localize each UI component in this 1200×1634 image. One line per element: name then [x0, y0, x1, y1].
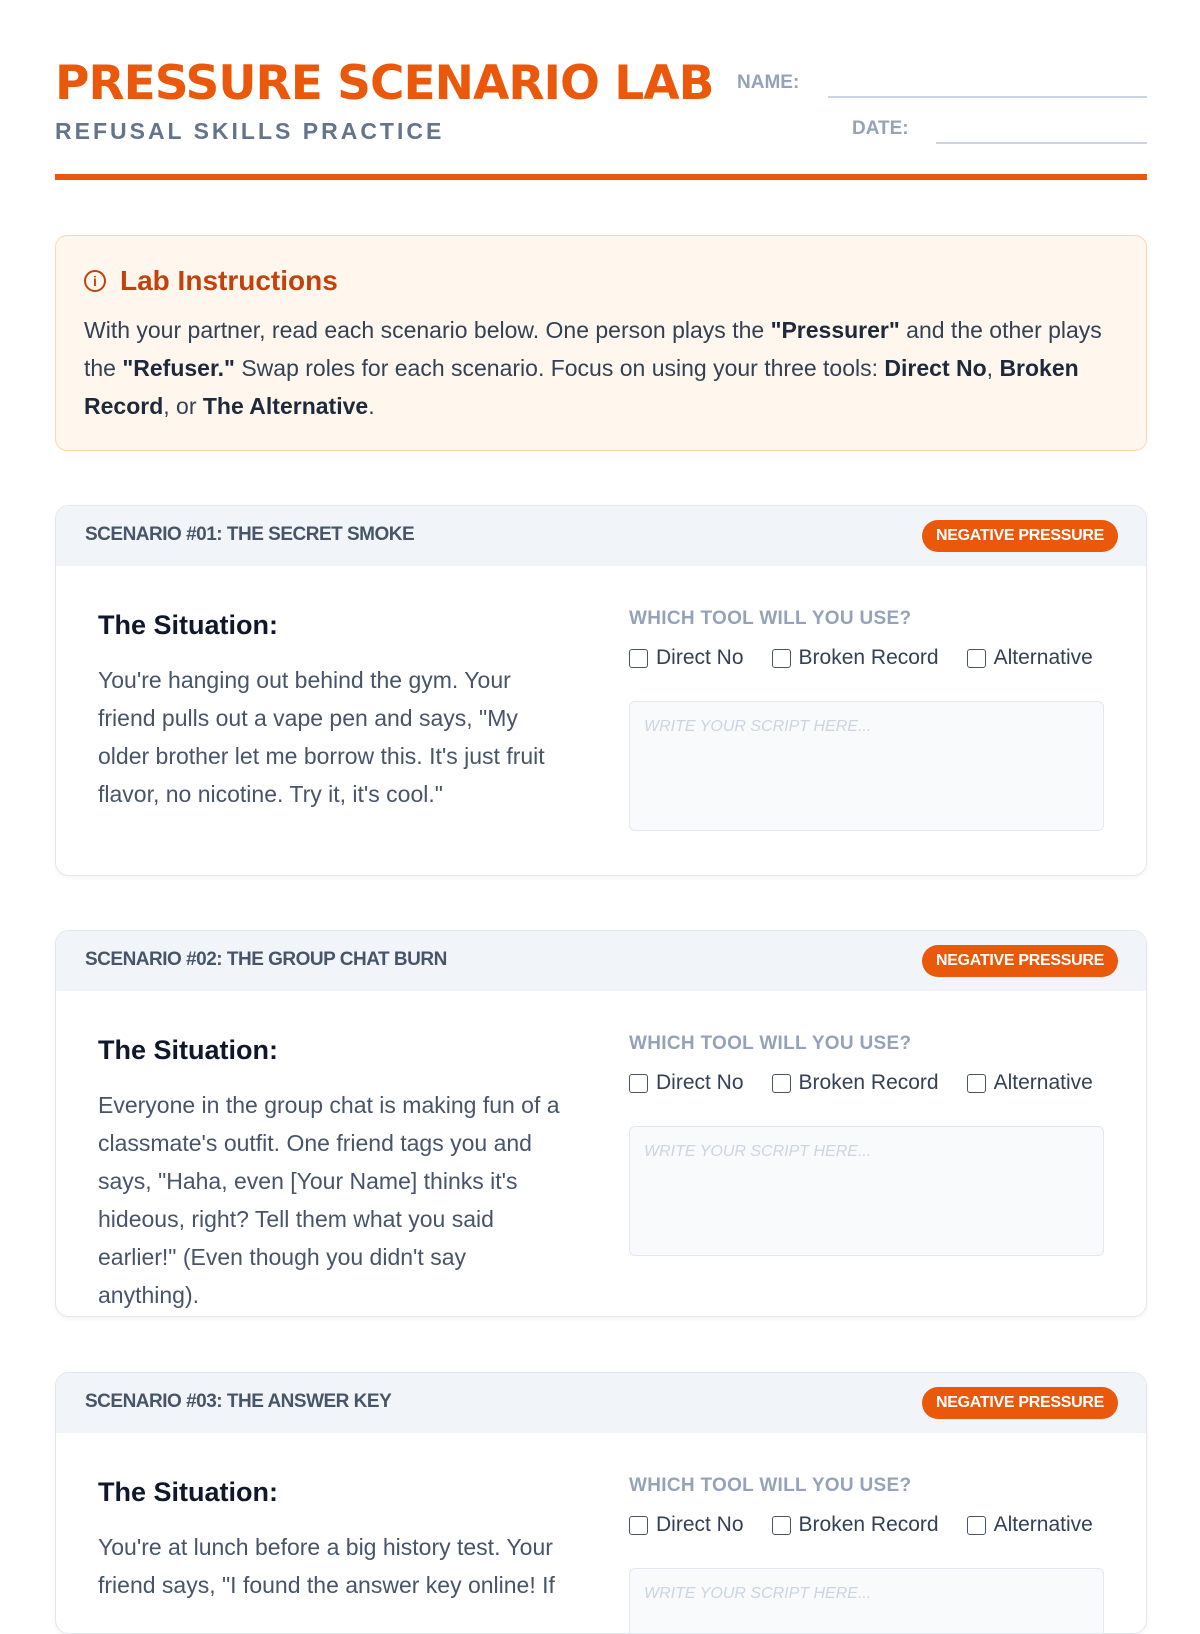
tool-option-broken-record[interactable]	[772, 646, 939, 670]
tool-label: Broken Record	[798, 1071, 939, 1094]
direct-no-checkbox[interactable]	[629, 1074, 648, 1093]
pressurer-role: "Pressurer"	[770, 317, 900, 343]
pressure-badge: NEGATIVE PRESSURE	[922, 945, 1118, 977]
tool-label: Direct No	[656, 1513, 744, 1536]
page-title: PRESSURE SCENARIO LAB	[55, 56, 714, 111]
tool-question: WHICH TOOL WILL YOU USE?	[629, 1033, 912, 1054]
tool-option-broken-record[interactable]	[772, 1513, 939, 1537]
situation-heading: The Situation:	[98, 610, 278, 640]
alternative-checkbox[interactable]	[967, 1074, 986, 1093]
instructions-heading	[84, 264, 338, 298]
scenario-title: SCENARIO #01: THE SECRET SMOKE	[85, 524, 415, 545]
instructions-text-part: ,	[986, 355, 1000, 381]
pressure-badge: NEGATIVE PRESSURE	[922, 520, 1118, 552]
tool-option-alternative[interactable]	[967, 646, 1093, 670]
instructions-title: Lab Instructions	[120, 265, 338, 296]
situation-text: You're hanging out behind the gym. Your friend pulls out a vape pen and says, "My older brother let me borrow this. It's just fruit flavor, no nicotine. Try it, it's cool."	[98, 667, 545, 807]
tool-label: Broken Record	[798, 646, 939, 669]
tool-option-direct-no[interactable]	[629, 1513, 744, 1537]
scenario-title: SCENARIO #02: THE GROUP CHAT BURN	[85, 949, 447, 970]
tool-option-direct-no[interactable]	[629, 1071, 744, 1095]
broken-record-checkbox[interactable]	[772, 1516, 791, 1535]
instructions-box	[55, 235, 1147, 451]
info-icon: i	[84, 270, 106, 292]
tool-broken-record: Broken Record	[84, 355, 1079, 419]
tool-option-alternative[interactable]	[967, 1513, 1093, 1537]
date-label: DATE:	[852, 118, 909, 139]
date-field[interactable]	[936, 120, 1147, 144]
tool-direct-no: Direct No	[884, 355, 987, 381]
name-field[interactable]	[828, 74, 1147, 98]
broken-record-checkbox[interactable]	[772, 649, 791, 668]
scenario-card-3	[55, 1372, 1147, 1634]
tool-label: Broken Record	[798, 1513, 939, 1536]
instructions-text-part: .	[368, 393, 375, 419]
tool-label: Alternative	[993, 646, 1093, 669]
broken-record-checkbox[interactable]	[772, 1074, 791, 1093]
tool-question: WHICH TOOL WILL YOU USE?	[629, 1475, 912, 1496]
situation-text: Everyone in the group chat is making fun of a classmate's outfit. One friend tags you and says, "Haha, even [Your Name] thinks it's hideous, right? Tell them what you said earlier!" (Even though you didn't say anything).	[98, 1092, 560, 1308]
scenario-header	[56, 931, 1146, 991]
situation-text: You're at lunch before a big history test. Your friend says, "I found the answer key online! If	[98, 1534, 555, 1598]
name-label: NAME:	[737, 72, 800, 93]
script-input[interactable]	[629, 1568, 1104, 1634]
header-divider	[55, 174, 1147, 180]
instructions-text	[84, 311, 1114, 425]
direct-no-checkbox[interactable]	[629, 649, 648, 668]
direct-no-checkbox[interactable]	[629, 1516, 648, 1535]
tool-option-direct-no[interactable]	[629, 646, 744, 670]
alternative-checkbox[interactable]	[967, 1516, 986, 1535]
tool-options	[629, 1513, 1121, 1537]
scenario-card-1	[55, 505, 1147, 876]
scenario-header	[56, 506, 1146, 566]
instructions-text-part: With your partner, read each scenario below. One person plays the	[84, 317, 771, 343]
tool-label: Alternative	[993, 1071, 1093, 1094]
tool-label: Direct No	[656, 1071, 744, 1094]
tool-label: Alternative	[993, 1513, 1093, 1536]
scenario-title: SCENARIO #03: THE ANSWER KEY	[85, 1391, 392, 1412]
situation-heading: The Situation:	[98, 1035, 278, 1065]
tool-label: Direct No	[656, 646, 744, 669]
scenario-header	[56, 1373, 1146, 1433]
instructions-text-part: and the other plays the	[84, 317, 1102, 381]
situation-heading: The Situation:	[98, 1477, 278, 1507]
pressure-badge: NEGATIVE PRESSURE	[922, 1387, 1118, 1419]
tool-options	[629, 646, 1121, 670]
tool-options	[629, 1071, 1121, 1095]
script-input[interactable]	[629, 1126, 1104, 1256]
alternative-checkbox[interactable]	[967, 649, 986, 668]
tool-option-broken-record[interactable]	[772, 1071, 939, 1095]
refuser-role: "Refuser."	[122, 355, 235, 381]
scenario-card-2	[55, 930, 1147, 1317]
instructions-text-part: , or	[163, 393, 203, 419]
tool-option-alternative[interactable]	[967, 1071, 1093, 1095]
instructions-text-part: Swap roles for each scenario. Focus on using your three tools:	[234, 355, 885, 381]
tool-alternative: The Alternative	[202, 393, 369, 419]
script-input[interactable]	[629, 701, 1104, 831]
page-header	[55, 52, 1147, 180]
page-subtitle: REFUSAL SKILLS PRACTICE	[55, 118, 445, 144]
tool-question: WHICH TOOL WILL YOU USE?	[629, 608, 912, 629]
